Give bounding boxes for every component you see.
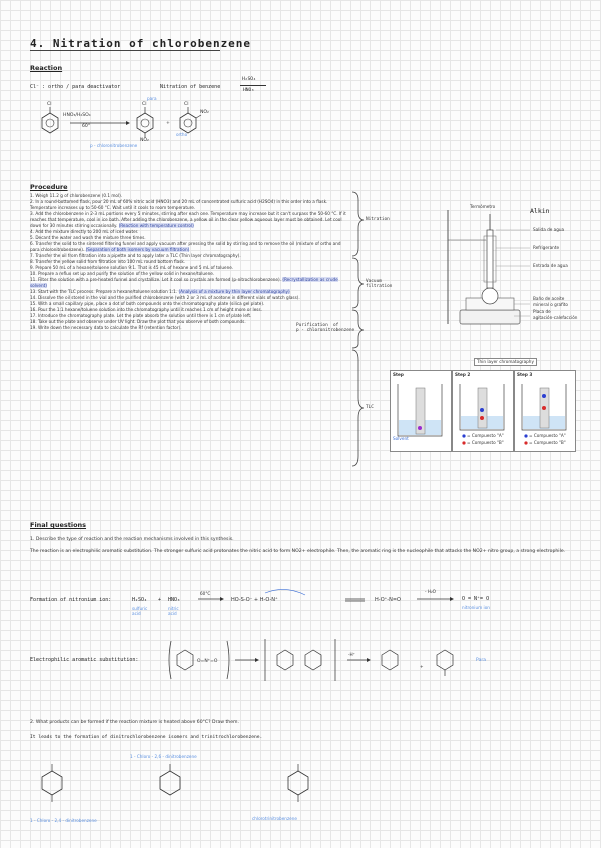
legend-b-step3: = Compuesto "B" bbox=[529, 440, 566, 445]
brace-vacuum: Vacuum filtration bbox=[366, 279, 393, 290]
procedure-step: 13. Start with the TLC process. Prepare a hexane/toluene solution 1:1. (Analysis of a mixture by thin layer chromatography) bbox=[30, 289, 290, 294]
ortho-product-ring bbox=[180, 113, 196, 133]
condenser bbox=[487, 230, 493, 288]
reaction-heading: Reaction bbox=[30, 64, 63, 72]
plus-sign: + bbox=[166, 121, 170, 126]
formation-label: Formation of nitronium ion: bbox=[30, 597, 112, 603]
title-underline bbox=[30, 50, 220, 51]
procedure-step: 11. Filter the solution with a pre-heated funnel and crystallize. Let it cool so crystals are formed (p-nitrochlorobenzene). (Recrystallization as crude solvent) bbox=[30, 277, 338, 288]
reagent-arrow bbox=[240, 85, 266, 86]
tlc-step-1: Step bbox=[390, 370, 452, 452]
refrigerante-label: Refrigerante bbox=[533, 245, 560, 250]
plus-1: + bbox=[158, 597, 162, 603]
salida-label: Salida de agua bbox=[533, 227, 565, 232]
isomer1-ring bbox=[42, 771, 62, 795]
dinitro-isomers bbox=[30, 755, 360, 825]
para-product-ring bbox=[437, 650, 453, 670]
procedure-step: 2. In a round-bottomed flask, pour 20 mL of 60% nitric acid (HNO3) and 20 mL of concentrated sulfuric acid (H2SO4) in this order into a flask. Temperature increases up to 50-60 °C. Wait until it cools to room temperature. bbox=[30, 199, 328, 210]
legend-a-step2: = Compuesto "A" bbox=[467, 433, 504, 438]
procedure-step: 8. Transfer the yellow solid from filtration into 100 mL round bottom flask. bbox=[30, 259, 186, 264]
tlc-brace bbox=[352, 350, 364, 466]
procedure-step: 18. Take out the plate and observe under UV light. Draw the plot that you observe of both compounds. bbox=[30, 319, 246, 324]
legend-a-dot bbox=[524, 434, 527, 437]
question-2: 2. What products can be formed if the reaction mixture is heated above 60°C? Draw them. bbox=[30, 720, 239, 725]
round-flask bbox=[482, 288, 498, 304]
svg-text:HO-S-O⁻ + H-O-N⁺: HO-S-O⁻ + H-O-N⁺ bbox=[231, 597, 278, 603]
entrada-label: Entrada de agua bbox=[533, 263, 568, 268]
h2so4-label: H₂SO₄ bbox=[132, 597, 148, 603]
para-note-eas: Para bbox=[476, 658, 487, 663]
chlorobenzene-ring bbox=[42, 113, 58, 133]
nitronium-formula: O = N⁺= O bbox=[462, 596, 490, 602]
sulfuric-note: sulfuric acid bbox=[132, 606, 148, 616]
arrow-temperature: 60° bbox=[82, 124, 91, 129]
procedure-step: 16. Pour the 1:1 hexane/toluene solution into the chromatography until it reaches 1 cm of height more or less. bbox=[30, 307, 262, 312]
procedure-heading: Procedure bbox=[30, 183, 68, 191]
tlc-spot-mixture bbox=[418, 426, 422, 430]
placa-label: Placa de agitación-calefacción bbox=[533, 309, 578, 320]
ortho-product-ring bbox=[382, 650, 398, 670]
tlc-step-3: Step 3 bbox=[514, 370, 576, 452]
procedure-step: 15. With a small capillary pipe, place a dot of both compounds onto the chromatography plate (silica gel plate). bbox=[30, 301, 265, 306]
legend-b-step2: = Compuesto "B" bbox=[467, 440, 504, 445]
answer-1: The reaction is an electrophilic aromatic substitution. The stronger sulfuric acid protonates the nitric acid to form NO2+ electrophile. Then, the aromatic ring is the nucleophile that attacks the NO2+ nitro group, a strong electrophile. bbox=[30, 549, 566, 554]
sigma-complex-ring bbox=[277, 650, 293, 670]
page-title: 4. Nitration of chlorobenzene bbox=[30, 37, 252, 50]
cl-note: Cl⁻ : ortho / para deactivator bbox=[30, 84, 121, 90]
product-name: p - chloronitrobenzene bbox=[90, 143, 138, 148]
para-cl: Cl bbox=[142, 102, 147, 107]
procedure-braces bbox=[350, 190, 393, 470]
isomer2-name: 1 - Chloro - 2,6 - dinitrobenzene bbox=[130, 754, 197, 759]
legend-a-dot bbox=[462, 434, 465, 437]
para-product-ring bbox=[137, 113, 153, 133]
legend-b-dot bbox=[462, 441, 465, 444]
svg-text:O=N⁺=O: O=N⁺=O bbox=[197, 659, 218, 664]
reagent-top: H₂SO₄ bbox=[242, 77, 256, 82]
procedure-step: 10. Prepare a reflux set up and purify the solution of the yellow solid in hexane/toluene. bbox=[30, 271, 215, 276]
final-heading: Final questions bbox=[30, 521, 87, 529]
tlc-spot-a-step3 bbox=[542, 394, 546, 398]
brace-purification: Purification of p - chloronitrobenzene bbox=[296, 323, 355, 334]
procedure-step: 5. Decant the water and wash the mixture three times. bbox=[30, 235, 146, 240]
vacuum-brace bbox=[352, 258, 364, 308]
reactant-cl: Cl bbox=[47, 102, 52, 107]
procedure-step: 14. Dissolve the oil stored in the vial and the purified chlorobenzene (with 2 or 3 mL of acetone in different vials of watch glass). bbox=[30, 295, 300, 300]
procedure-step: 9. Prepare 50 mL of a hexane/toluene solution 9:1. That is 45 mL of hexane and 5 mL of toluene. bbox=[30, 265, 234, 270]
ortho-cl: Cl bbox=[184, 102, 189, 107]
question-1: 1. Describe the type of reaction and the reaction mechanisms involved in this synthesis. bbox=[30, 537, 234, 542]
sigma-complex-ring bbox=[305, 650, 321, 670]
alkin-label: Alkin bbox=[530, 207, 550, 215]
nitration-brace bbox=[352, 192, 364, 256]
isomer1-name: 1 - Chloro - 2,4 - dinitrobenzene bbox=[30, 818, 97, 823]
brace-nitration: Nitration bbox=[366, 217, 390, 222]
nitronium-mechanism bbox=[195, 585, 555, 620]
procedure-step: 1. Weigh 11.2 g of chlorobenzene (0.1 mol). bbox=[30, 193, 123, 198]
arrow-60-label: 60°C bbox=[200, 591, 211, 596]
isomer3-name: chlorotrinitrobenzene bbox=[252, 816, 297, 821]
eas-label: Electrophilic aromatic substitution: bbox=[30, 657, 139, 663]
procedure-step: 3. Add the chlorobenzene in 2-3 mL portions every 5 minutes, stirring after each one. Temperature may increase but it can't surpass the 50-60 °C. If it reaches that temperature, cool in ice bath. After adding the chlorobenzene, a yellow oil in the clear yellow aqueous layer must be obtained. Let cool down for 30 minutes stirring occasionally. (Reaction with temperature control) bbox=[30, 211, 346, 228]
tlc-spot-b-step2 bbox=[480, 416, 484, 420]
tlc-spot-a-step2 bbox=[480, 408, 484, 412]
tlc-spot-b-step3 bbox=[542, 406, 546, 410]
nitric-note: nitric acid bbox=[168, 606, 179, 616]
ortho-note: ortho bbox=[176, 132, 188, 137]
eas-plus: + bbox=[420, 664, 424, 669]
isomer3-ring bbox=[288, 771, 308, 795]
benzene-ring bbox=[177, 650, 193, 670]
brace-tlc: TLC bbox=[366, 405, 374, 410]
nitration-label: Nitration of benzene bbox=[160, 84, 221, 90]
legend-a-step3: = Compuesto "A" bbox=[529, 433, 566, 438]
eas-mechanism bbox=[165, 635, 495, 690]
procedure-step: 4. Add the mixture directly to 200 mL of iced water. bbox=[30, 229, 139, 234]
arrow-reagents: HNO₃/H₂SO₄ bbox=[63, 113, 91, 118]
procedure-step: 7. Transfer the oil from filtration into a pipette and to apply later a TLC (Thin layer chromatography). bbox=[30, 253, 241, 258]
legend-b-dot bbox=[524, 441, 527, 444]
para-no2: NO₂ bbox=[140, 138, 149, 143]
tlc-step-2: Step 2 bbox=[452, 370, 514, 452]
nitronium-note: nitronium ion bbox=[462, 605, 490, 610]
isomer2-ring bbox=[160, 771, 180, 795]
para-note: para bbox=[147, 96, 157, 101]
ortho-no2: NO₂ bbox=[200, 110, 209, 115]
electron-arrow bbox=[265, 589, 305, 595]
stirring-hotplate bbox=[460, 310, 520, 324]
minus-h2o-label: - H₂O bbox=[425, 589, 436, 594]
tlc-caption: Thin layer chromatography bbox=[474, 358, 537, 366]
termometro-label: Termómetro bbox=[470, 204, 496, 209]
svg-text:H-O⁺-N=O: H-O⁺-N=O bbox=[375, 597, 401, 603]
procedure-step: 6. Transfer the solid to the sintered filtering funnel and apply vacuum after pressing the solid by stirring and to remove the oil (mixture of ortho and para chloronitrobenzene). (Separation of both isomers by vacuum filtration) bbox=[30, 241, 341, 252]
answer-2: It leads to the formation of dinitrochlorobenzene isomers and trinitrochlorobenzene. bbox=[30, 735, 263, 740]
procedure-step: 19. Write down the necessary data to calculate the Rf (retention factor). bbox=[30, 325, 182, 330]
bano-label: Baño de aceite mineral o grafito bbox=[533, 296, 568, 307]
tlc-solvent-label: Solvent bbox=[393, 436, 409, 441]
procedure-step: 17. Introduce the chromatography plate. Let the plate absorb the solution until there is 1 cm of plate left. bbox=[30, 313, 252, 318]
eas-arrow-label: -H⁺ bbox=[348, 652, 355, 657]
reagent-bottom: HNO₃ bbox=[243, 88, 255, 93]
hno3-label: HNO₃ bbox=[168, 597, 181, 603]
procedure-list bbox=[30, 193, 350, 331]
